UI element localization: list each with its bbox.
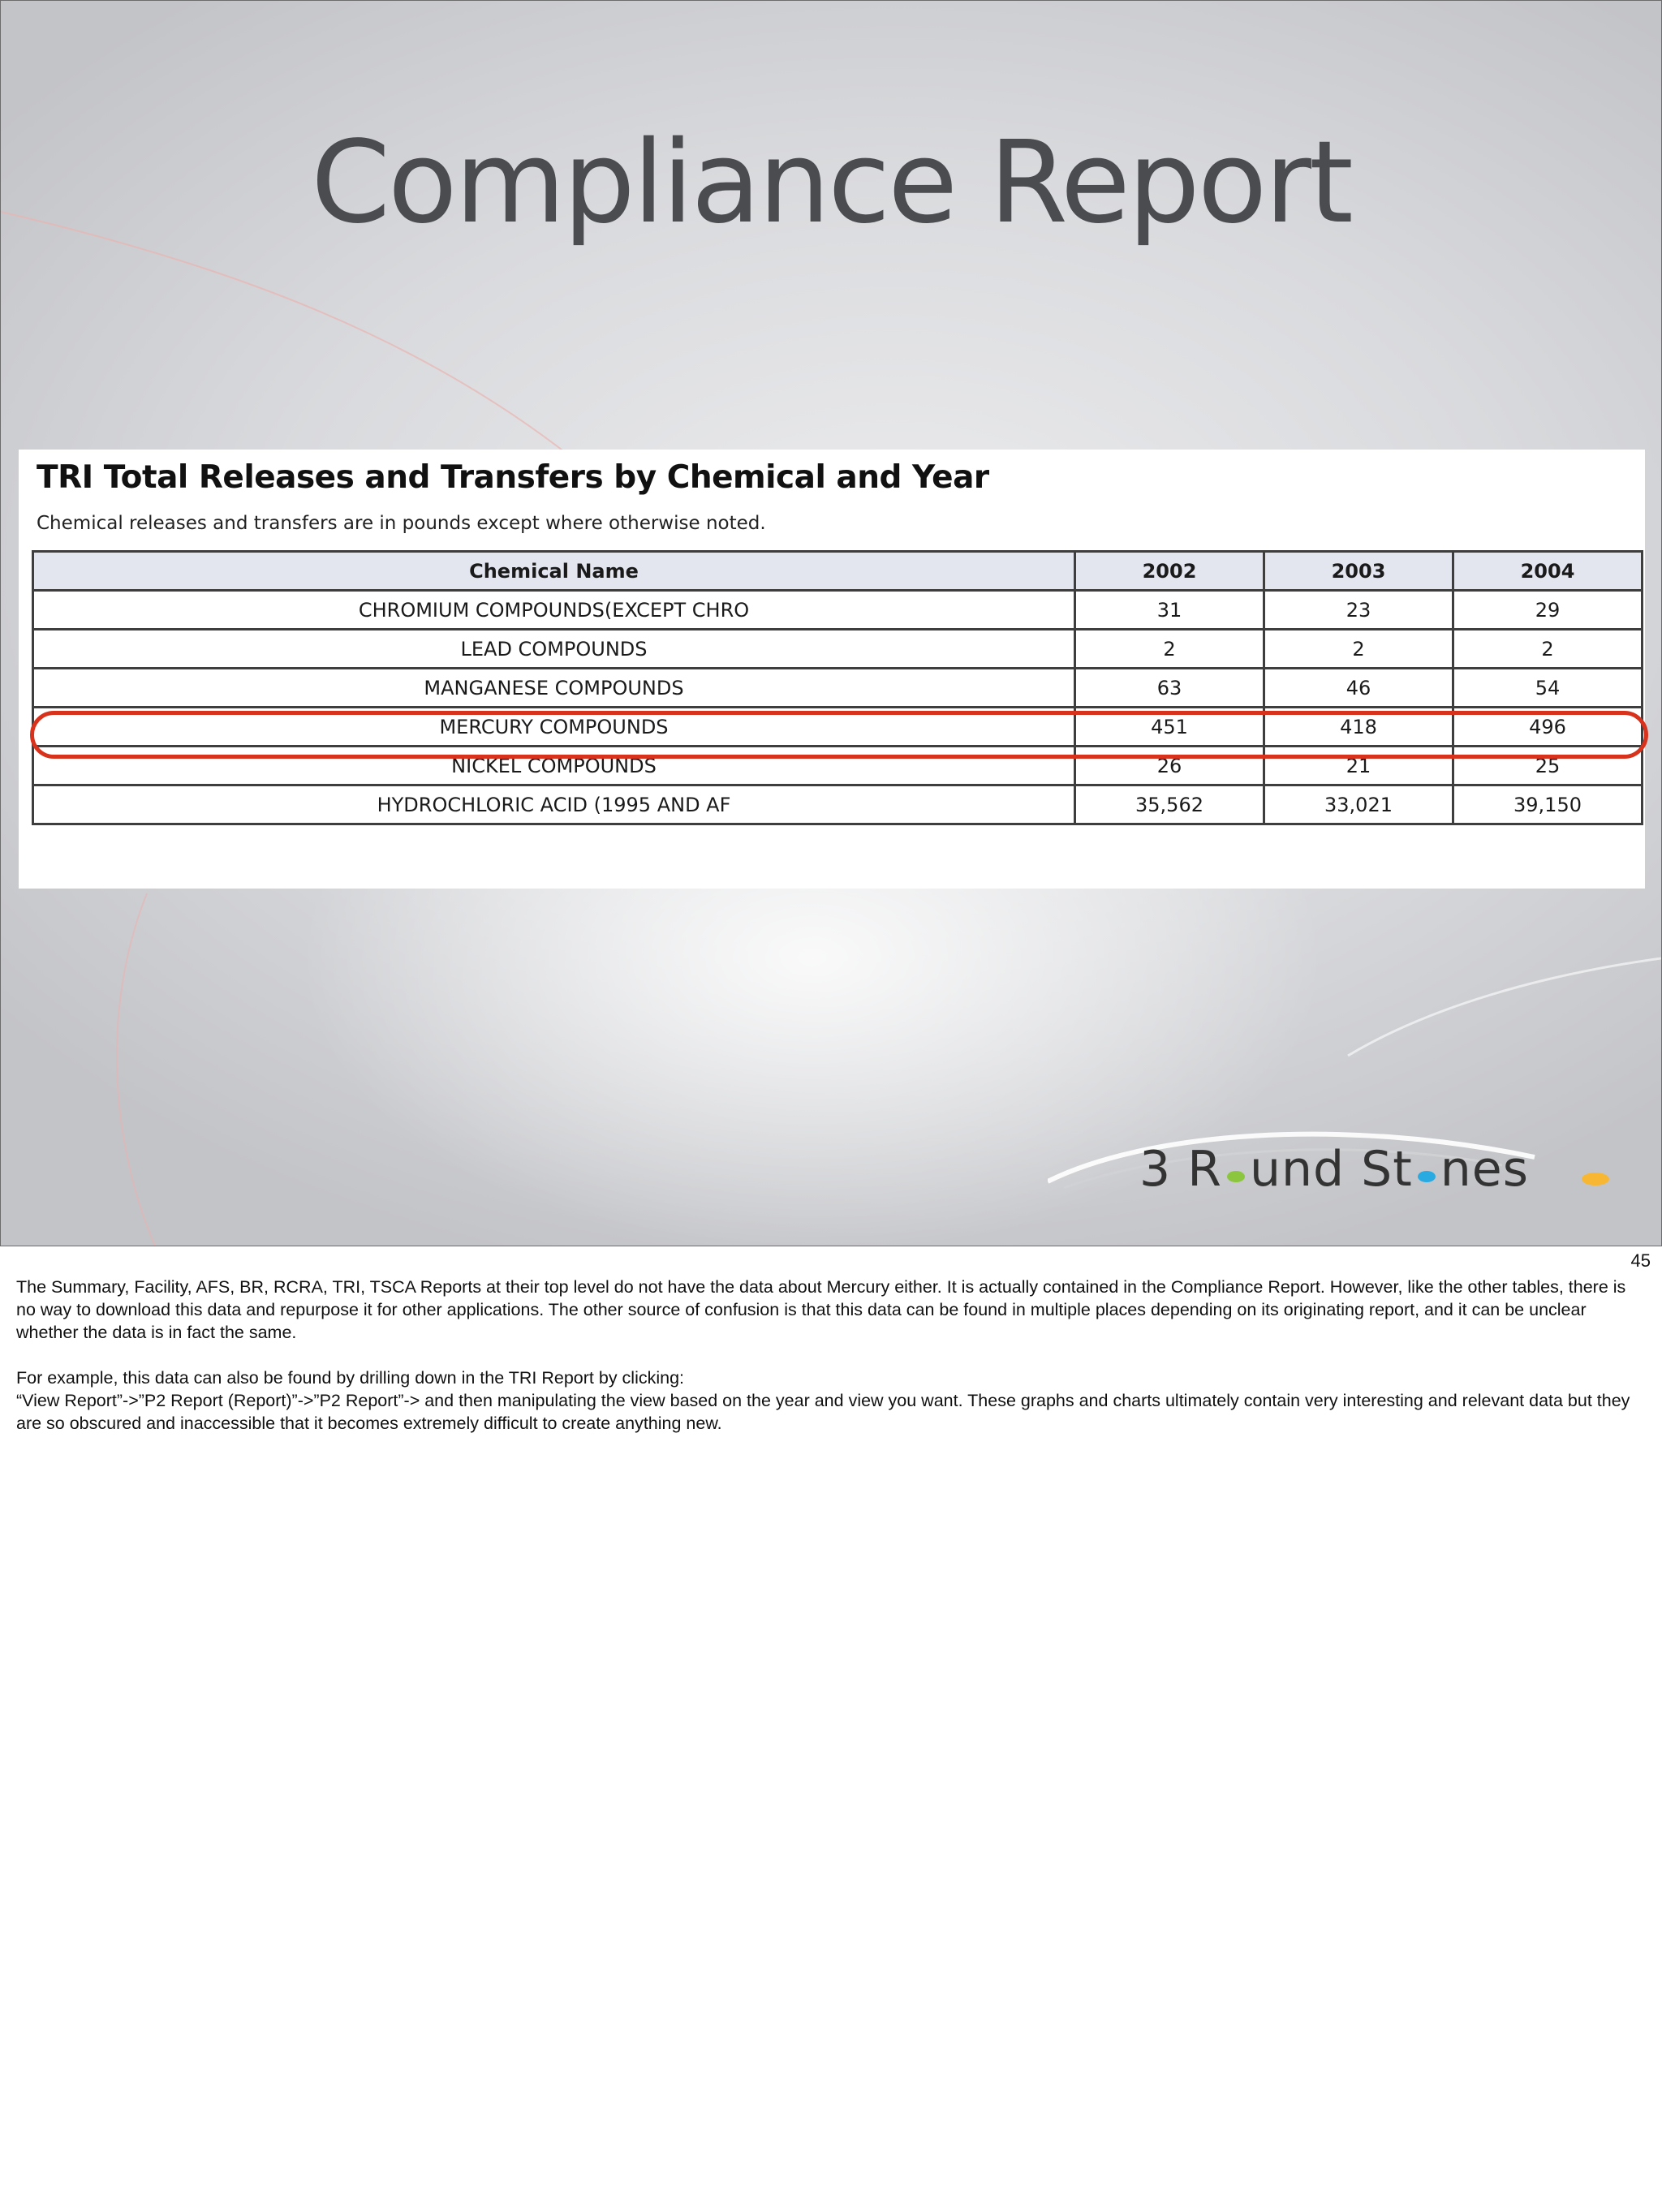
column-header-chemical-name: Chemical Name xyxy=(33,552,1075,591)
table-header-row xyxy=(33,552,1643,591)
notes-line: “View Report”->”P2 Report (Report)”->”P2 Report”-> and then manipulating the view based on the year and view you want. These graphs and charts ultimately contain very interesting and relevant data but they are so obscured and inaccessible that it becomes extremely difficult to create anything new. xyxy=(16,1391,1630,1433)
value-cell-2003: 33,021 xyxy=(1264,785,1453,824)
table-row xyxy=(33,669,1643,708)
column-header-2004: 2004 xyxy=(1453,552,1643,591)
value-cell-2002: 451 xyxy=(1075,708,1264,747)
value-cell-2003: 418 xyxy=(1264,708,1453,747)
column-header-2003: 2003 xyxy=(1264,552,1453,591)
value-cell-2004: 39,150 xyxy=(1453,785,1643,824)
report-title: TRI Total Releases and Transfers by Chemical and Year xyxy=(37,459,989,496)
table-row-mercury xyxy=(33,708,1643,747)
value-cell-2004: 29 xyxy=(1453,591,1643,630)
speaker-notes xyxy=(16,1276,1647,1435)
value-cell-2002: 35,562 xyxy=(1075,785,1264,824)
tri-table xyxy=(32,550,1643,825)
value-cell-2002: 63 xyxy=(1075,669,1264,708)
value-cell-2002: 2 xyxy=(1075,630,1264,669)
value-cell-2004: 54 xyxy=(1453,669,1643,708)
report-subtitle: Chemical releases and transfers are in pounds except where otherwise noted. xyxy=(37,513,766,534)
notes-paragraph: The Summary, Facility, AFS, BR, RCRA, TRI, TSCA Reports at their top level do not have the data about Mercury either. It is actually contained in the Compliance Report. However, like the other tables, there is no way to download this data and repurpose it for other applications. The other source of confusion is that this data can be found in multiple places depending on its originating report, and it can be unclear whether the data is in fact the same. xyxy=(16,1277,1626,1342)
value-cell-2003: 46 xyxy=(1264,669,1453,708)
chemical-name-cell: MANGANESE COMPOUNDS xyxy=(33,669,1075,708)
table-row xyxy=(33,785,1643,824)
notes-paragraph xyxy=(16,1366,1647,1435)
chemical-name-cell: HYDROCHLORIC ACID (1995 AND AF xyxy=(33,785,1075,824)
value-cell-2003: 21 xyxy=(1264,747,1453,785)
chemical-name-cell: MERCURY COMPOUNDS xyxy=(33,708,1075,747)
page-number: 45 xyxy=(1630,1250,1651,1271)
logo-text: 3 R und St nes xyxy=(1139,1141,1529,1198)
value-cell-2002: 31 xyxy=(1075,591,1264,630)
value-cell-2002: 26 xyxy=(1075,747,1264,785)
slide-title: Compliance Report xyxy=(311,117,1351,249)
value-cell-2004: 2 xyxy=(1453,630,1643,669)
table-row xyxy=(33,747,1643,785)
tri-report-card xyxy=(19,450,1645,889)
value-cell-2003: 23 xyxy=(1264,591,1453,630)
table-row xyxy=(33,630,1643,669)
chemical-name-cell: LEAD COMPOUNDS xyxy=(33,630,1075,669)
notes-line: For example, this data can also be found by drilling down in the TRI Report by clicking: xyxy=(16,1368,685,1388)
value-cell-2003: 2 xyxy=(1264,630,1453,669)
table-row xyxy=(33,591,1643,630)
value-cell-2004: 496 xyxy=(1453,708,1643,747)
value-cell-2004: 25 xyxy=(1453,747,1643,785)
column-header-2002: 2002 xyxy=(1075,552,1264,591)
chemical-name-cell: CHROMIUM COMPOUNDS(EXCEPT CHRO xyxy=(33,591,1075,630)
three-round-stones-logo xyxy=(1048,1125,1616,1214)
chemical-name-cell: NICKEL COMPOUNDS xyxy=(33,747,1075,785)
